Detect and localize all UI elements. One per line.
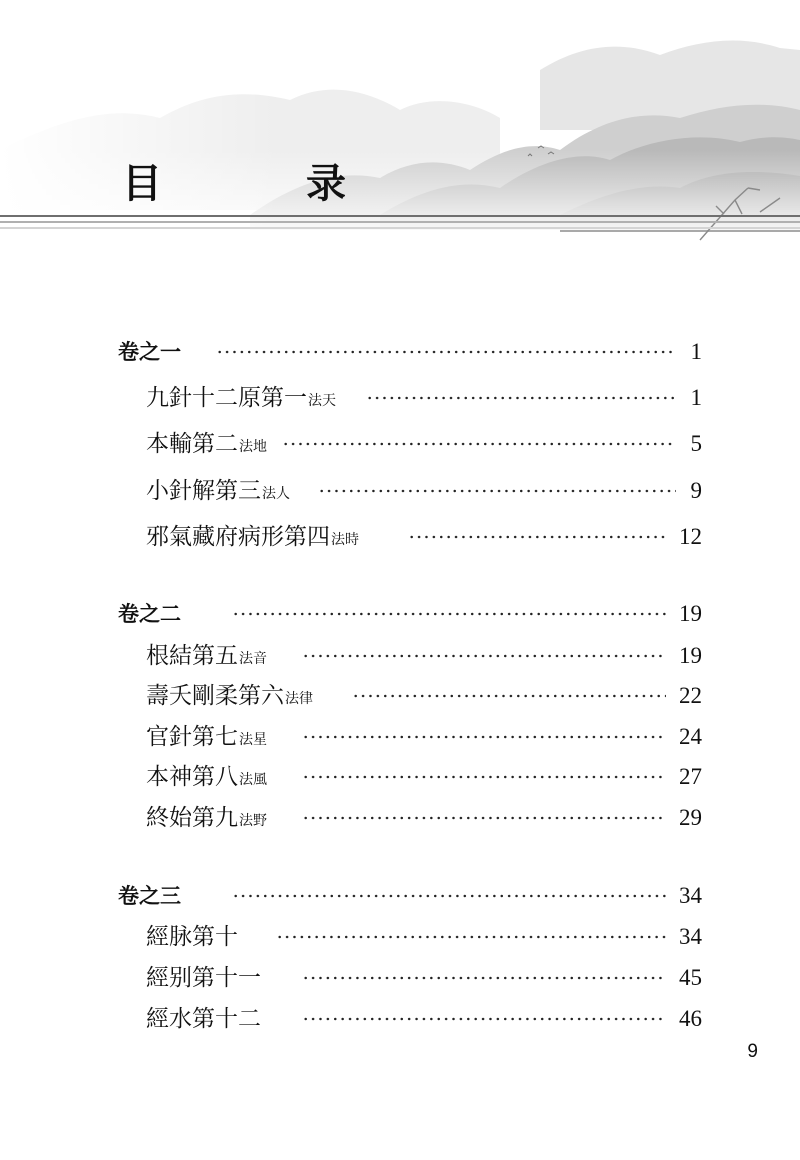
dot-leader [408, 535, 666, 539]
toc-volume-1[interactable] [0, 335, 800, 369]
toc-chapter[interactable] [0, 639, 800, 673]
page-number: 9 [690, 478, 702, 503]
page-number: 29 [679, 805, 702, 830]
toc-chapter[interactable] [0, 961, 800, 995]
toc-chapter[interactable] [0, 381, 800, 415]
chapter-title: 壽夭剛柔第六 [146, 683, 284, 709]
dot-leader [366, 396, 676, 400]
dot-leader [216, 350, 676, 354]
dot-leader [352, 694, 666, 698]
volume-label: 卷之一 [118, 340, 181, 364]
dot-leader [302, 775, 666, 779]
chapter-note: 法時 [331, 532, 359, 548]
chapter-title: 邪氣藏府病形第四 [146, 524, 330, 550]
toc-volume-3[interactable] [0, 879, 800, 913]
page-number: 1 [690, 385, 702, 410]
page-number: 22 [679, 683, 702, 708]
dot-leader [318, 489, 676, 493]
chapter-title: 經水第十二 [146, 1006, 261, 1032]
dot-leader [302, 976, 666, 980]
toc-chapter[interactable] [0, 720, 800, 754]
chapter-title: 本神第八 [146, 764, 238, 790]
page-number: 19 [679, 601, 702, 626]
dot-leader [302, 654, 666, 658]
dot-leader [276, 935, 666, 939]
chapter-note: 法野 [239, 813, 267, 829]
dot-leader [302, 1017, 666, 1021]
dot-leader [302, 816, 666, 820]
page-number: 34 [679, 924, 702, 949]
page-number: 1 [690, 339, 702, 364]
page-number: 27 [679, 764, 702, 789]
volume-label: 卷之二 [118, 602, 181, 626]
dot-leader [232, 612, 666, 616]
chapter-title: 九針十二原第一 [146, 385, 307, 411]
toc-chapter[interactable] [0, 427, 800, 461]
page-number: 34 [679, 883, 702, 908]
chapter-title: 經脉第十 [146, 924, 238, 950]
toc-chapter[interactable] [0, 801, 800, 835]
toc-chapter[interactable] [0, 520, 800, 554]
chapter-note: 法人 [262, 486, 290, 502]
chapter-note: 法音 [239, 651, 267, 667]
page-number: 24 [679, 724, 702, 749]
toc-chapter[interactable] [0, 679, 800, 713]
chapter-title: 本輸第二 [146, 431, 238, 457]
chapter-note: 法律 [285, 691, 313, 707]
chapter-title: 終始第九 [146, 805, 238, 831]
page-folio: 9 [747, 1041, 758, 1062]
volume-label: 卷之三 [118, 884, 181, 908]
dot-leader [302, 735, 666, 739]
chapter-note: 法風 [239, 772, 267, 788]
chapter-title: 小針解第三 [146, 478, 261, 504]
page-number: 45 [679, 965, 702, 990]
toc-chapter[interactable] [0, 920, 800, 954]
page-title: 目 录 [122, 161, 398, 207]
toc-volume-2[interactable] [0, 597, 800, 631]
chapter-note: 法星 [239, 732, 267, 748]
chapter-note: 法天 [308, 393, 336, 409]
page-number: 46 [679, 1006, 702, 1031]
chapter-title: 根結第五 [146, 643, 238, 669]
dot-leader [232, 894, 666, 898]
page-number: 19 [679, 643, 702, 668]
chapter-title: 經别第十一 [146, 965, 261, 991]
toc-chapter[interactable] [0, 760, 800, 794]
dot-leader [282, 442, 676, 446]
chapter-title: 官針第七 [146, 724, 238, 750]
toc-chapter[interactable] [0, 474, 800, 508]
page-number: 5 [690, 431, 702, 456]
page-number: 12 [679, 524, 702, 549]
toc-chapter[interactable] [0, 1002, 800, 1036]
chapter-note: 法地 [239, 439, 267, 455]
